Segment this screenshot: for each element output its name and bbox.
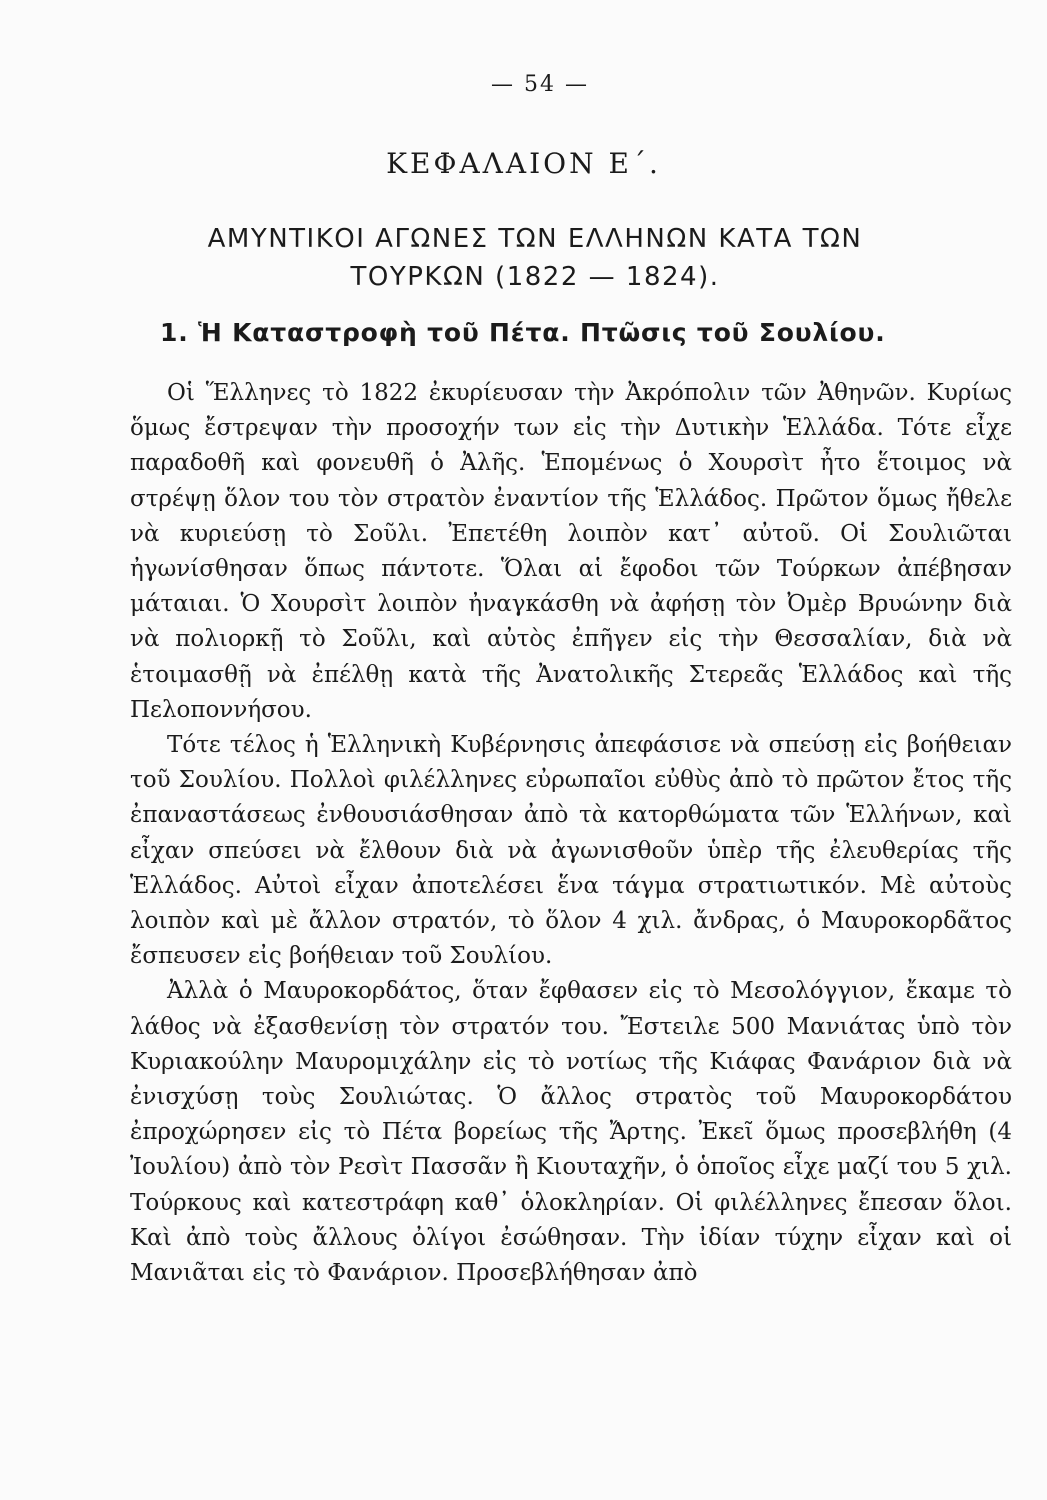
paragraph: Τότε τέλος ἡ Ἑλληνικὴ Κυβέρνησις ἀπεφάσισε νὰ σπεύσῃ εἰς βοήθειαν τοῦ Σουλίου. Πολλοὶ φιλέλληνες εὐρωπαῖοι εὐθὺς ἀπὸ τὸ πρῶτον ἔτος τῆς ἐπαναστάσεως ἐνθουσιάσθησαν ἀπὸ τὰ κατορθώματα τῶν Ἑλλήνων, καὶ εἶχαν σπεύσει νὰ ἔλθουν διὰ νὰ ἀγωνισθοῦν ὑπὲρ τῆς ἐλευθερίας τῆς Ἑλλάδος. Αὐτοὶ εἶχαν ἀποτελέσει ἕνα τάγμα στρατιωτικόν. Μὲ αὐτοὺς λοιπὸν καὶ μὲ ἄλλον στρατόν, τὸ ὅλον 4 χιλ. ἄνδρας, ὁ Μαυροκορδᾶτος ἔσπευσεν εἰς βοήθειαν τοῦ Σουλίου. [130, 732, 1012, 970]
body-text [130, 376, 1012, 1291]
chapter-title-line-2: ΤΟΥΡΚΩΝ (1822 — 1824). [350, 262, 720, 292]
page-number: — 54 — [491, 72, 589, 97]
paragraph: Ἀλλὰ ὁ Μαυροκορδάτος, ὅταν ἔφθασεν εἰς τὸ Μεσολόγγιον, ἔκαμε τὸ λάθος νὰ ἐξασθενίσῃ τὸν στρατόν του. Ἔστειλε 500 Μανιάτας ὑπὸ τὸν Κυριακούλην Μαυρομιχάλην εἰς τὸ νοτίως τῆς Κιάφας Φανάριον διὰ νὰ ἐνισχύσῃ τοὺς Σουλιώτας. Ὁ ἄλλος στρατὸς τοῦ Μαυροκορδάτου ἐπροχώρησεν εἰς τὸ Πέτα βορείως τῆς Ἄρτης. Ἐκεῖ ὅμως προσεβλήθη (4 Ἰουλίου) ἀπὸ τὸν Ρεσὶτ Πασσᾶν ἢ Κιουταχῆν, ὁ ὁποῖος εἶχε μαζί του 5 χιλ. Τούρκους καὶ κατεστράφη καθ᾿ ὁλοκληρίαν. Οἱ φιλέλληνες ἔπεσαν ὅλοι. Καὶ ἀπὸ τοὺς ἄλλους ὀλίγοι ἐσώθησαν. Τὴν ἰδίαν τύχην εἶχαν καὶ οἱ Μανιᾶται εἰς τὸ Φανάριον. Προσεβλήθησαν ἀπὸ [130, 978, 1012, 1287]
chapter-title-line-1: ΑΜΥΝΤΙΚΟΙ ΑΓΩΝΕΣ ΤΩΝ ΕΛΛΗΝΩΝ ΚΑΤΑ ΤΩΝ [207, 224, 863, 254]
chapter-title [100, 220, 970, 296]
paragraph: Οἱ Ἕλληνες τὸ 1822 ἐκυρίευσαν τὴν Ἀκρόπολιν τῶν Ἀθηνῶν. Κυρίως ὅμως ἔστρεψαν τὴν προσοχήν των εἰς τὴν Δυτικὴν Ἑλλάδα. Τότε εἶχε παραδοθῆ καὶ φονευθῆ ὁ Ἀλῆς. Ἑπομένως ὁ Χουρσὶτ ἦτο ἕτοιμος νὰ στρέψῃ ὅλον του τὸν στρατὸν ἐναντίον τῆς Ἑλλάδος. Πρῶτον ὅμως ἤθελε νὰ κυριεύσῃ τὸ Σοῦλι. Ἐπετέθη λοιπὸν κατ᾿ αὐτοῦ. Οἱ Σουλιῶται ἠγωνίσθησαν ὅπως πάντοτε. Ὅλαι αἱ ἔφοδοι τῶν Τούρκων ἀπέβησαν μάταιαι. Ὁ Χουρσὶτ λοιπὸν ἠναγκάσθη νὰ ἀφήσῃ τὸν Ὀμὲρ Βρυώνην διὰ νὰ πολιορκῇ τὸ Σοῦλι, καὶ αὐτὸς ἐπῆγεν εἰς τὴν Θεσσαλίαν, διὰ νὰ ἑτοιμασθῇ νὰ ἐπέλθῃ κατὰ τῆς Ἀνατολικῆς Στερεᾶς Ἑλλάδος καὶ τῆς Πελοποννήσου. [130, 380, 1012, 723]
section-heading: 1. Ἡ Καταστροφὴ τοῦ Πέτα. Πτῶσις τοῦ Σουλίου. [160, 318, 886, 347]
chapter-label: ΚΕΦΑΛΑΙΟΝ Ε΄. [386, 147, 661, 180]
